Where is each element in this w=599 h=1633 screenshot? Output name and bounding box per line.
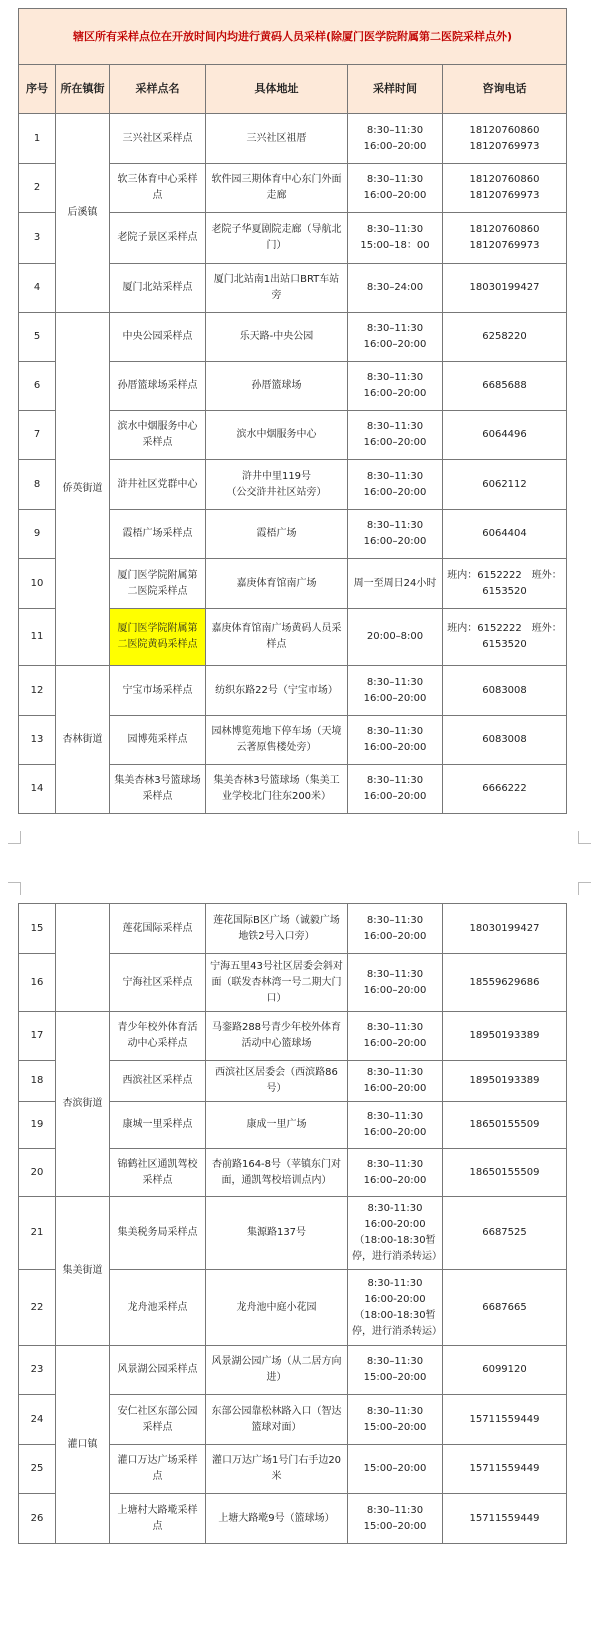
site-address: 纺织东路22号（宁宝市场）: [206, 666, 348, 716]
site-name-highlighted: 厦门医学院附属第二医院黄码采样点: [110, 609, 206, 666]
site-phone: 18950193389: [443, 1061, 567, 1102]
site-name: 软三体育中心采样点: [110, 164, 206, 213]
site-time: 8:30–11:30 15:00–20:00: [348, 1395, 443, 1445]
site-address: 东部公园靠松林路入口（智达篮球对面）: [206, 1395, 348, 1445]
site-address: 乐天路-中央公园: [206, 313, 348, 362]
site-name: 上塘村大路墘采样点: [110, 1494, 206, 1544]
site-address: 风景湖公园广场（从二居方向进）: [206, 1346, 348, 1395]
row-no: 21: [19, 1197, 56, 1270]
site-address: 杏前路164-8号（苹镇东门对面，通凯驾校培训点内）: [206, 1149, 348, 1197]
table-title: 辖区所有采样点位在开放时间内均进行黄码人员采样(除厦门医学院附属第二医院采样点外): [19, 9, 567, 65]
row-no: 6: [19, 362, 56, 411]
row-no: 9: [19, 510, 56, 559]
row-no: 2: [19, 164, 56, 213]
site-address: 孙厝篮球场: [206, 362, 348, 411]
crop-mark: [578, 882, 591, 895]
site-phone: 15711559449: [443, 1445, 567, 1494]
site-time: 8:30-11:30 16:00-20:00（18:00-18:30暂停，进行消杀转运）: [348, 1270, 443, 1346]
town-cell: 杏林街道: [56, 666, 110, 814]
row-no: 8: [19, 460, 56, 510]
sampling-table-part2: [18, 903, 567, 1544]
site-name: 老院子景区采样点: [110, 213, 206, 264]
site-name: 三兴社区采样点: [110, 114, 206, 164]
row-no: 13: [19, 716, 56, 765]
site-name: 锦鹤社区通凯驾校采样点: [110, 1149, 206, 1197]
site-name: 中央公园采样点: [110, 313, 206, 362]
site-time: 8:30–11:30 15:00–20:00: [348, 1494, 443, 1544]
site-time: 8:30–11:30 16:00–20:00: [348, 164, 443, 213]
site-phone: 6099120: [443, 1346, 567, 1395]
site-phone: 18950193389: [443, 1012, 567, 1061]
site-phone: 6685688: [443, 362, 567, 411]
site-name: 龙舟池采样点: [110, 1270, 206, 1346]
site-phone: 18030199427: [443, 904, 567, 954]
site-time: 8:30–24:00: [348, 264, 443, 313]
header-site: 采样点名: [110, 65, 206, 114]
site-phone: 6062112: [443, 460, 567, 510]
site-time: 8:30–11:30 16:00–20:00: [348, 954, 443, 1012]
header-address: 具体地址: [206, 65, 348, 114]
crop-mark: [578, 831, 591, 844]
site-address: 嘉庚体育馆南广场: [206, 559, 348, 609]
site-time: 8:30–11:30 16:00–20:00: [348, 1149, 443, 1197]
site-address: 嘉庚体育馆南广场黄码人员采样点: [206, 609, 348, 666]
site-phone: 18120760860 18120769973: [443, 114, 567, 164]
site-name: 灌口万达广场采样点: [110, 1445, 206, 1494]
site-name: 滨水中烟服务中心采样点: [110, 411, 206, 460]
site-name: 霞梧广场采样点: [110, 510, 206, 559]
row-no: 18: [19, 1061, 56, 1102]
site-name: 青少年校外体育活动中心采样点: [110, 1012, 206, 1061]
site-address: 集源路137号: [206, 1197, 348, 1270]
site-name: 安仁社区东部公园采样点: [110, 1395, 206, 1445]
site-address: 马銮路288号青少年校外体育活动中心篮球场: [206, 1012, 348, 1061]
row-no: 12: [19, 666, 56, 716]
site-time: 8:30–11:30 16:00–20:00: [348, 313, 443, 362]
site-phone: 6687665: [443, 1270, 567, 1346]
row-no: 17: [19, 1012, 56, 1061]
site-name: 莲花国际采样点: [110, 904, 206, 954]
site-name: 风景湖公园采样点: [110, 1346, 206, 1395]
crop-mark: [8, 831, 21, 844]
row-no: 15: [19, 904, 56, 954]
site-phone: 6083008: [443, 716, 567, 765]
site-time: 8:30–11:30 16:00–20:00: [348, 460, 443, 510]
site-phone: 15711559449: [443, 1494, 567, 1544]
row-no: 16: [19, 954, 56, 1012]
page-break: [0, 825, 599, 901]
site-name: 宁宝市场采样点: [110, 666, 206, 716]
site-address: 西滨社区居委会（西滨路86号）: [206, 1061, 348, 1102]
site-time: 8:30–11:30 15:00–20:00: [348, 1346, 443, 1395]
site-time: 8:30-11:30 16:00-20:00（18:00-18:30暂停，进行消杀转运）: [348, 1197, 443, 1270]
site-address: 霞梧广场: [206, 510, 348, 559]
site-time: 15:00–20:00: [348, 1445, 443, 1494]
site-time: 周一至周日24小时: [348, 559, 443, 609]
site-phone: 18030199427: [443, 264, 567, 313]
site-name: 宁海社区采样点: [110, 954, 206, 1012]
site-time: 8:30–11:30 16:00–20:00: [348, 411, 443, 460]
site-address: 老院子华夏剧院走廊（导航北门）: [206, 213, 348, 264]
header-town: 所在镇街: [56, 65, 110, 114]
site-address: 宁海五里43号社区居委会斜对面（联发杏林湾一号二期大门口）: [206, 954, 348, 1012]
site-address: 厦门北站南1出站口BRT车站旁: [206, 264, 348, 313]
site-time: 8:30–11:30 16:00–20:00: [348, 114, 443, 164]
site-name: 康城一里采样点: [110, 1102, 206, 1149]
site-phone: 18120760860 18120769973: [443, 213, 567, 264]
row-no: 11: [19, 609, 56, 666]
sampling-table-part1: [18, 8, 567, 814]
site-name: 园博苑采样点: [110, 716, 206, 765]
site-time: 8:30–11:30 16:00–20:00: [348, 1061, 443, 1102]
site-address: 上塘大路墘9号（篮球场）: [206, 1494, 348, 1544]
row-no: 4: [19, 264, 56, 313]
header-no: 序号: [19, 65, 56, 114]
site-name: 孙厝篮球场采样点: [110, 362, 206, 411]
site-phone: 6064404: [443, 510, 567, 559]
site-time: 8:30–11:30 16:00–20:00: [348, 1102, 443, 1149]
row-no: 22: [19, 1270, 56, 1346]
site-phone: 18650155509: [443, 1102, 567, 1149]
row-no: 26: [19, 1494, 56, 1544]
site-time: 8:30–11:30 16:00–20:00: [348, 716, 443, 765]
site-phone: 18559629686: [443, 954, 567, 1012]
row-no: 5: [19, 313, 56, 362]
row-no: 19: [19, 1102, 56, 1149]
crop-mark: [8, 882, 21, 895]
site-phone: 18650155509: [443, 1149, 567, 1197]
town-cell: 侨英街道: [56, 313, 110, 666]
site-address: 康成一里广场: [206, 1102, 348, 1149]
site-phone: 6666222: [443, 765, 567, 814]
site-name: 厦门医学院附属第二医院采样点: [110, 559, 206, 609]
site-address: 灌口万达广场1号门右手边20米: [206, 1445, 348, 1494]
town-cell: 集美街道: [56, 1197, 110, 1346]
site-address: 龙舟池中庭小花园: [206, 1270, 348, 1346]
site-phone: 班内：6152222 班外：6153520: [443, 609, 567, 666]
site-phone: 6064496: [443, 411, 567, 460]
header-phone: 咨询电话: [443, 65, 567, 114]
site-phone: 班内：6152222 班外：6153520: [443, 559, 567, 609]
site-time: 8:30–11:30 16:00–20:00: [348, 362, 443, 411]
row-no: 10: [19, 559, 56, 609]
site-phone: 6258220: [443, 313, 567, 362]
town-cell: 后溪镇: [56, 114, 110, 313]
site-name: 西滨社区采样点: [110, 1061, 206, 1102]
row-no: 14: [19, 765, 56, 814]
site-address: 软件园三期体育中心东门外面走廊: [206, 164, 348, 213]
row-no: 1: [19, 114, 56, 164]
site-time: 8:30–11:30 16:00–20:00: [348, 1012, 443, 1061]
row-no: 3: [19, 213, 56, 264]
site-name: 厦门北站采样点: [110, 264, 206, 313]
site-time: 8:30–11:30 16:00–20:00: [348, 666, 443, 716]
site-time: 8:30–11:30 15:00–18：00: [348, 213, 443, 264]
site-time: 20:00–8:00: [348, 609, 443, 666]
site-time: 8:30–11:30 16:00–20:00: [348, 765, 443, 814]
row-no: 7: [19, 411, 56, 460]
row-no: 20: [19, 1149, 56, 1197]
site-address: 莲花国际B区广场（诚毅广场地铁2号入口旁）: [206, 904, 348, 954]
site-name: 浒井社区党群中心: [110, 460, 206, 510]
site-phone: 15711559449: [443, 1395, 567, 1445]
site-phone: 6687525: [443, 1197, 567, 1270]
site-time: 8:30–11:30 16:00–20:00: [348, 904, 443, 954]
town-cell-blank: [56, 904, 110, 1012]
site-time: 8:30–11:30 16:00–20:00: [348, 510, 443, 559]
row-no: 23: [19, 1346, 56, 1395]
site-address: 集美杏林3号篮球场（集美工业学校北门往东200米）: [206, 765, 348, 814]
site-phone: 6083008: [443, 666, 567, 716]
site-address: 浒井中里119号 （公交浒井社区站旁）: [206, 460, 348, 510]
site-address: 滨水中烟服务中心: [206, 411, 348, 460]
site-address: 三兴社区祖厝: [206, 114, 348, 164]
row-no: 24: [19, 1395, 56, 1445]
site-phone: 18120760860 18120769973: [443, 164, 567, 213]
header-time: 采样时间: [348, 65, 443, 114]
town-cell: 杏滨街道: [56, 1012, 110, 1197]
site-name: 集美杏林3号篮球场采样点: [110, 765, 206, 814]
row-no: 25: [19, 1445, 56, 1494]
site-name: 集美税务局采样点: [110, 1197, 206, 1270]
site-address: 园林博览苑地下停车场（天境云著原售楼处旁）: [206, 716, 348, 765]
town-cell: 灌口镇: [56, 1346, 110, 1544]
